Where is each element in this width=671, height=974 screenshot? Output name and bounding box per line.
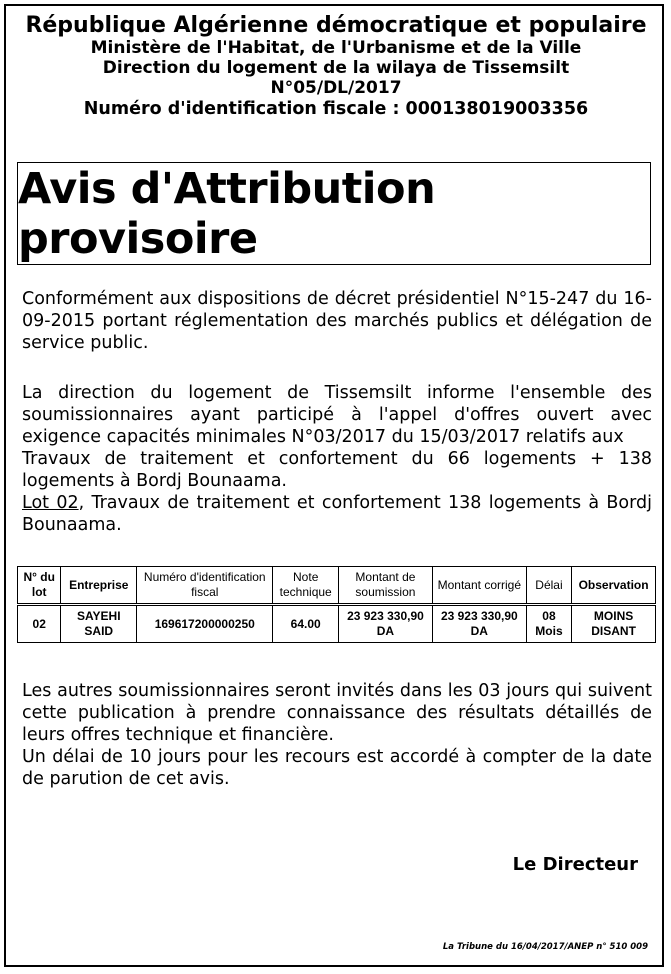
notice-frame (4, 4, 664, 967)
lot-label: Lot 02 (22, 493, 79, 513)
lot-text: , Travaux de traitement et confortement 138 logements à Bordj Bounaama. (22, 493, 652, 535)
header-direction: Direction du logement de la wilaya de Tissemsilt (102, 58, 570, 78)
cell-montant-corrige: 23 923 330,90 DA (432, 605, 526, 643)
header-ministry: Ministère de l'Habitat, de l'Urbanisme et de la Ville (90, 38, 582, 58)
header-reference: N°05/DL/2017 (270, 78, 402, 98)
header-note: Note technique (273, 567, 339, 605)
header-republic: République Algérienne démocratique et populaire (25, 13, 647, 38)
paragraph-lot (22, 492, 652, 536)
paragraph-tender-intro: La direction du logement de Tissemsilt informe l'ensemble des soumissionnaires ayant participé à l'appel d'offres ouvert avec exigence capacités minimales N°03/2017 du 15/03/2017 relatifs aux (22, 383, 652, 447)
table-row (18, 605, 656, 643)
header-lot: N° du lot (18, 567, 61, 605)
title-box (17, 162, 651, 265)
header-delai: Délai (526, 567, 571, 605)
paragraph-tender (22, 382, 652, 536)
cell-delai: 08 Mois (526, 605, 571, 643)
header-montant-corrige: Montant corrigé (432, 567, 526, 605)
header-entreprise: Entreprise (61, 567, 137, 605)
cell-entreprise: SAYEHI SAID (61, 605, 137, 643)
header-fiscal-id: Numéro d'identification fiscale : 000138019003356 (83, 99, 589, 119)
signature: Le Directeur (512, 854, 638, 875)
notice-title: Avis d'Attribution provisoire (18, 163, 436, 264)
cell-nif: 169617200000250 (137, 605, 273, 643)
paragraph-results (22, 680, 652, 790)
cell-observation: MOINS DISANT (572, 605, 656, 643)
table-header-row (18, 567, 656, 605)
notice-header (6, 14, 666, 120)
results-table (17, 566, 656, 643)
cell-montant-soumission: 23 923 330,90 DA (339, 605, 433, 643)
header-montant-soumission: Montant de soumission (339, 567, 433, 605)
paragraph-tender-works: Travaux de traitement et confortement du 66 logements + 138 logements à Bordj Bounaama. (22, 449, 652, 491)
header-observation: Observation (572, 567, 656, 605)
paragraph-decree: Conformément aux dispositions de décret présidentiel N°15-247 du 16-09-2015 portant réglementation des marchés publics et délégation de service public. (22, 289, 652, 353)
paragraph-results-invite: Les autres soumissionnaires seront invités dans les 03 jours qui suivent cette publication à prendre connaissance des résultats détaillés de leurs offres technique et financière. (22, 681, 652, 745)
cell-note: 64.00 (273, 605, 339, 643)
header-nif: Numéro d'identification fiscal (137, 567, 273, 605)
paragraph-results-appeal: Un délai de 10 jours pour les recours est accordé à compter de la date de parution de cet avis. (22, 747, 652, 789)
publication-reference: La Tribune du 16/04/2017/ANEP n° 510 009 (442, 942, 648, 952)
cell-lot: 02 (18, 605, 61, 643)
